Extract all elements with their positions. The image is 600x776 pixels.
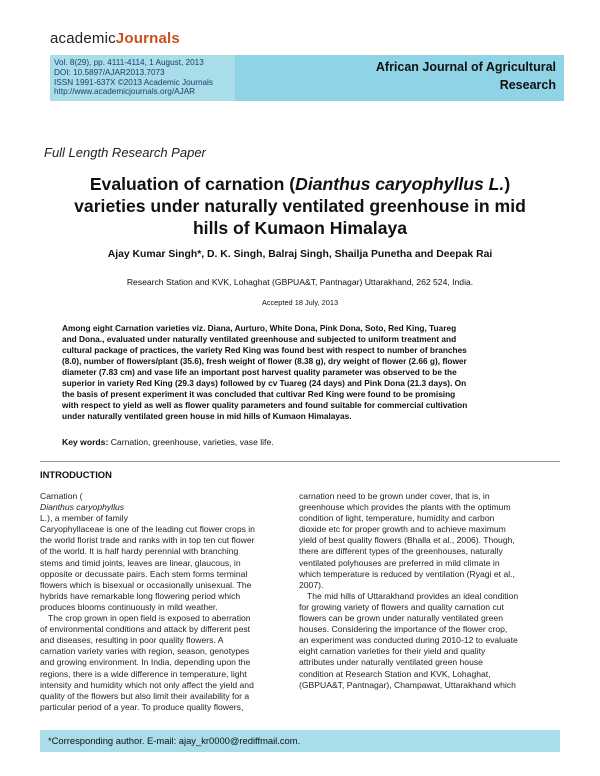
corresponding-author-footnote: *Corresponding author. E-mail: ajay_kr0000@rediffmail.com. <box>40 730 560 752</box>
accepted-date: Accepted 18 July, 2013 <box>261 298 339 307</box>
journal-logo: academicJournals <box>50 30 180 47</box>
issn: ISSN 1991-637X ©2013 Academic Journals <box>54 77 213 87</box>
text-line: flowers can be grown under naturally ventilated green <box>299 613 503 624</box>
text-line: opposite or decussate pairs. Each stem forms terminal <box>40 568 248 579</box>
text-line: Carnation ( Dianthus caryophyllus L.), a member of family <box>40 491 128 524</box>
journal-info-bar <box>50 55 564 101</box>
text-line: attributes under naturally ventilated green house <box>299 657 483 668</box>
body-column-right <box>299 491 560 691</box>
text-line: 2007). <box>299 579 324 590</box>
text-line: stems and timid joints, leaves are linear, glaucous, in <box>40 557 241 568</box>
text-line: carnation need to be grown under cover, that is, in <box>299 491 490 501</box>
section-heading: INTRODUCTION <box>40 469 112 480</box>
text-line: eight carnation varieties for their yield and quality <box>299 646 486 657</box>
text-line: for growing variety of flowers and quality carnation cut <box>299 601 504 612</box>
section-divider <box>40 461 560 462</box>
affiliation: Research Station and KVK, Lohaghat (GBPUA&T, Pantnagar) Uttarakhand, 262 524, India. <box>126 277 474 287</box>
text-line: condition at Research Station and KVK, Lohaghat, <box>299 668 491 679</box>
authors: Ajay Kumar Singh*, D. K. Singh, Balraj Singh, Shailja Punetha and Deepak Rai <box>107 249 493 260</box>
journal-url[interactable]: http://www.academicjournals.org/AJAR <box>54 87 196 97</box>
text-line: The crop grown in open field is exposed to aberration <box>48 613 251 624</box>
text-line: dioxide etc for proper growth and to achieve maximum <box>299 524 506 535</box>
abstract: Among eight Carnation varieties viz. Diana, Aurturo, White Dona, Pink Dona, Soto, Red King, Tuareg and Dona., evaluated under naturally ventilated greenhouse and subjected to uniform treatment and cultural package of practices, the variety Red King was found best with respect to number of branches (8.0), number of flowers/plant (35.6), fresh weight of flower (8.38 g), dry weight of flower (2.66 g), flower diameter (7.83 cm) and vase life an important post harvest quality parameter was observed to be the superior in variety Red King (29.3 days) followed by cv Tuareg (24 days) and Pink Dona (21.3 days). On the basis of present experiment it was concluded that cultivar Red King were found to be promising with respect to yield as well as flower quality parameters and found suitable for commercial cultivation under naturally ventilated green house in mid hills of Kumaon Himalayas. <box>62 323 468 421</box>
text-line: of the world. It is half hardy perennial with branching <box>40 546 239 557</box>
text-line: Caryophyllaceae is one of the leading cut flower crops in <box>40 524 255 535</box>
journal-name: African Journal of Agricultural Research <box>235 55 564 101</box>
text-line: an experiment was conducted during 2010-12 to evaluate <box>299 635 518 646</box>
citation-info <box>50 55 235 101</box>
text-line: hybrids have remarkable long flowering period which <box>40 590 241 601</box>
text-line: The mid hills of Uttarakhand provides an ideal condition <box>307 590 519 601</box>
doi: DOI: 10.5897/AJAR2013.7073 <box>54 67 165 77</box>
body-column-left <box>40 491 301 713</box>
text-line: quality of the flowers but also limit their availability for a <box>40 690 250 701</box>
text-line: yield of best quality flowers (Bhalla et al., 2006). Though, <box>299 535 515 546</box>
text-line: particular period of a year. To produce quality flowers, <box>40 701 244 712</box>
text-line: houses. Considering the importance of the flower crop, <box>299 624 508 635</box>
paper-type: Full Length Research Paper <box>44 145 206 160</box>
text-line: there are different types of the greenhouses, naturally <box>299 546 503 557</box>
text-line: and growing environment. In India, depending upon the <box>40 657 251 668</box>
title-line: hills of Kumaon Himalaya <box>192 218 408 238</box>
text-line: and diseases, resulting in poor quality flowers. A <box>40 635 224 646</box>
text-line: flowers which is bisexual or occasionally unisexual. The <box>40 579 252 590</box>
text-line: the world florist trade and ranks with in top ten cut flower <box>40 535 255 546</box>
volume-pages: Vol. 8(29), pp. 4111-4114, 1 August, 2013 <box>54 58 204 67</box>
title-line: Evaluation of carnation (Dianthus caryophyllus L.) <box>89 174 511 194</box>
text-line: of environmental conditions and attack by different pest <box>40 624 251 635</box>
text-line: condition of light, temperature, humidity and carbon <box>299 513 495 524</box>
title-line: varieties under naturally ventilated greenhouse in mid <box>74 196 526 216</box>
text-line: intensity and humidity which not only affect the yield and <box>40 679 254 690</box>
text-line: greenhouse which provides the plants with the optimum <box>299 502 511 513</box>
text-line: regions, there is a wide difference in temperature, light <box>40 668 247 679</box>
paper-title <box>40 173 560 239</box>
text-line: ventilated polyhouses are preferred in mild climate in <box>299 557 500 568</box>
text-line: produces blooms continuously in mild weather. <box>40 601 218 612</box>
text-line: carnation variety varies with region, season, genotypes <box>40 646 250 657</box>
text-line: (GBPUA&T, Pantnagar), Champawat, Uttarakhand which <box>299 679 516 690</box>
keywords: Key words: Carnation, greenhouse, varieties, vase life. <box>62 437 274 447</box>
text-line: which temperature is reduced by ventilation (Ryagi et al., <box>299 568 515 579</box>
